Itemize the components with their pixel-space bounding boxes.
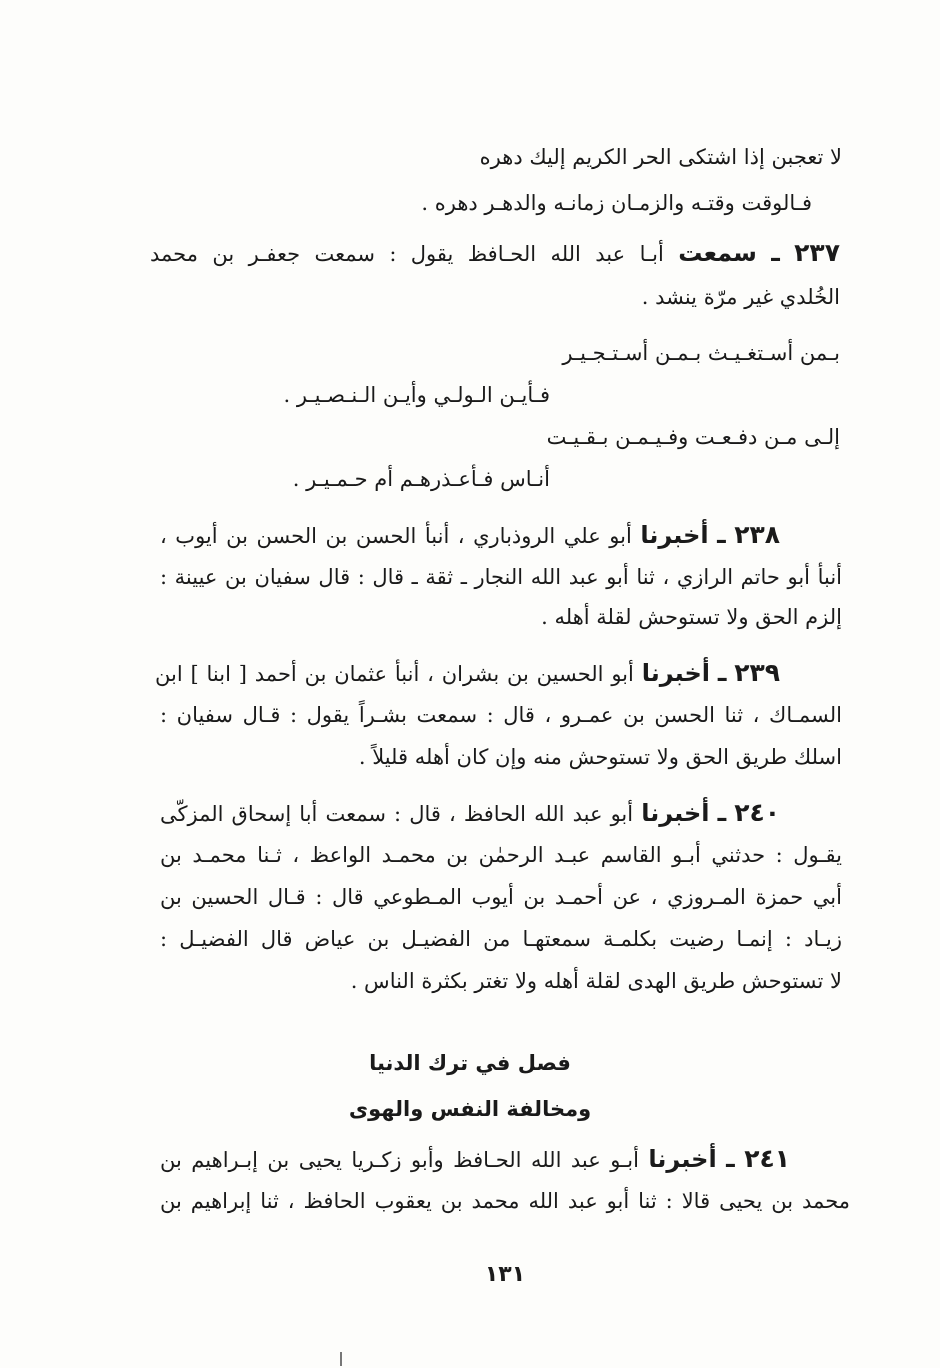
entry-number: ٢٣٨ [734, 520, 780, 549]
entry-dash: ـ [717, 798, 727, 827]
entry-237-line1 [150, 238, 840, 269]
page-number: ١٣١ [484, 1262, 526, 1287]
entry-239-line3: اسلك طريق الحق ولا تستوحش منه وإن كان أهله قليلاً . [358, 745, 842, 769]
entry-number: ٢٣٩ [734, 658, 781, 687]
entry-240-line5: لا تستوحش طريق الهدى لقلة أهله ولا تغتر بكثرة الناس . [350, 969, 842, 993]
entry-keyword: أخبرنا [640, 521, 709, 549]
entry-240-line1 [160, 798, 780, 829]
entry-dash: ـ [717, 520, 726, 549]
entry-keyword: أخبرنا [641, 659, 710, 687]
section-heading-line2: ومخالفة النفس والهوى [348, 1097, 592, 1121]
entry-241-line1 [160, 1144, 790, 1175]
entry-239-line2: السمـاك ، ثنا الحسن بن عمـرو ، قال : سمعت بشـراً يقول : قـال سفيان : [160, 703, 842, 727]
poem2-line4: أنـاس فـأعـذرهـم أم حـمـيـر . [292, 467, 550, 491]
entry-text: أبو عبد الله الحافظ ، قال : سمعت أبا إسحاق المزكّى [160, 802, 634, 826]
section-heading-line1: فصل في ترك الدنيا [369, 1051, 571, 1075]
poem1-line2: فـالوقت وقتـه والزمـان زمانـه والدهـر دهره . [421, 191, 812, 215]
entry-number: ٢٤١ [744, 1144, 790, 1173]
entry-241-line2: محمد بن يحيى قالا : ثنا أبو عبد الله محمد بن يعقوب الحافظ ، ثنا إبراهيم بن [160, 1189, 850, 1213]
entry-dash: ـ [771, 238, 780, 267]
entry-keyword: سمعت [678, 239, 757, 267]
entry-dash: ـ [717, 658, 727, 687]
entry-240-line4: زيـاد : إنمـا رضيت بكلمـة سمعتهـا من الفضيـل بن عياض قال الفضيـل : [160, 927, 842, 951]
entry-text: أبـو عبد الله الحـافظ وأبو زكـريا يحيى بن إبـراهيم بن [160, 1148, 639, 1172]
poem2-line3: إلـى مـن دفـعـت وفـيـمـن بـقـيـت [546, 425, 840, 449]
entry-240-line2: يقـول : حدثني أبـو القاسم عبـد الرحمٰن بن محمـد الواعظ ، ثـنا محمـد بن [160, 843, 842, 867]
poem1-line1: لا تعجبن إذا اشتكى الحر الكريم إليك دهره [479, 145, 842, 169]
poem2-line1: بـمن أسـتغـيـث بـمـن أسـتـجـيـر [562, 341, 840, 365]
scan-speck [340, 1352, 342, 1366]
entry-number: ٢٤٠ [734, 798, 780, 827]
entry-239-line1 [155, 658, 780, 689]
poem2-line2: فـأيـن الـولـي وأيـن الـنـصـيـر . [283, 383, 550, 407]
entry-text: أبو الحسين بن بشران ، أنبأ عثمان بن أحمد [ ابنا ] ابن [155, 662, 634, 686]
entry-number: ٢٣٧ [794, 238, 840, 267]
entry-238-line2: أنبأ أبو حاتم الرازي ، ثنا أبو عبد الله النجار ـ ثقة ـ قال : قال سفيان بن عيينة : [160, 565, 842, 589]
entry-dash: ـ [726, 1144, 735, 1173]
entry-238-line1 [160, 520, 780, 551]
entry-keyword: أخبرنا [641, 799, 710, 827]
entry-238-line3: إلزم الحق ولا تستوحش لقلة أهله . [541, 605, 842, 629]
entry-text: أبو علي الروذباري ، أنبأ الحسن بن الحسن بن أيوب ، [160, 524, 632, 548]
entry-text: أبـا عبد الله الحـافظ يقول : سمعت جعفـر بن محمد [150, 242, 664, 266]
entry-240-line3: أبي حمزة المـروزي ، عن أحمـد بن أيوب المـطوعي قال : قـال الحسين بن [160, 885, 842, 909]
entry-keyword: أخبرنا [648, 1145, 717, 1173]
entry-237-line2: الخُلدي غير مرّة ينشد . [641, 285, 840, 309]
